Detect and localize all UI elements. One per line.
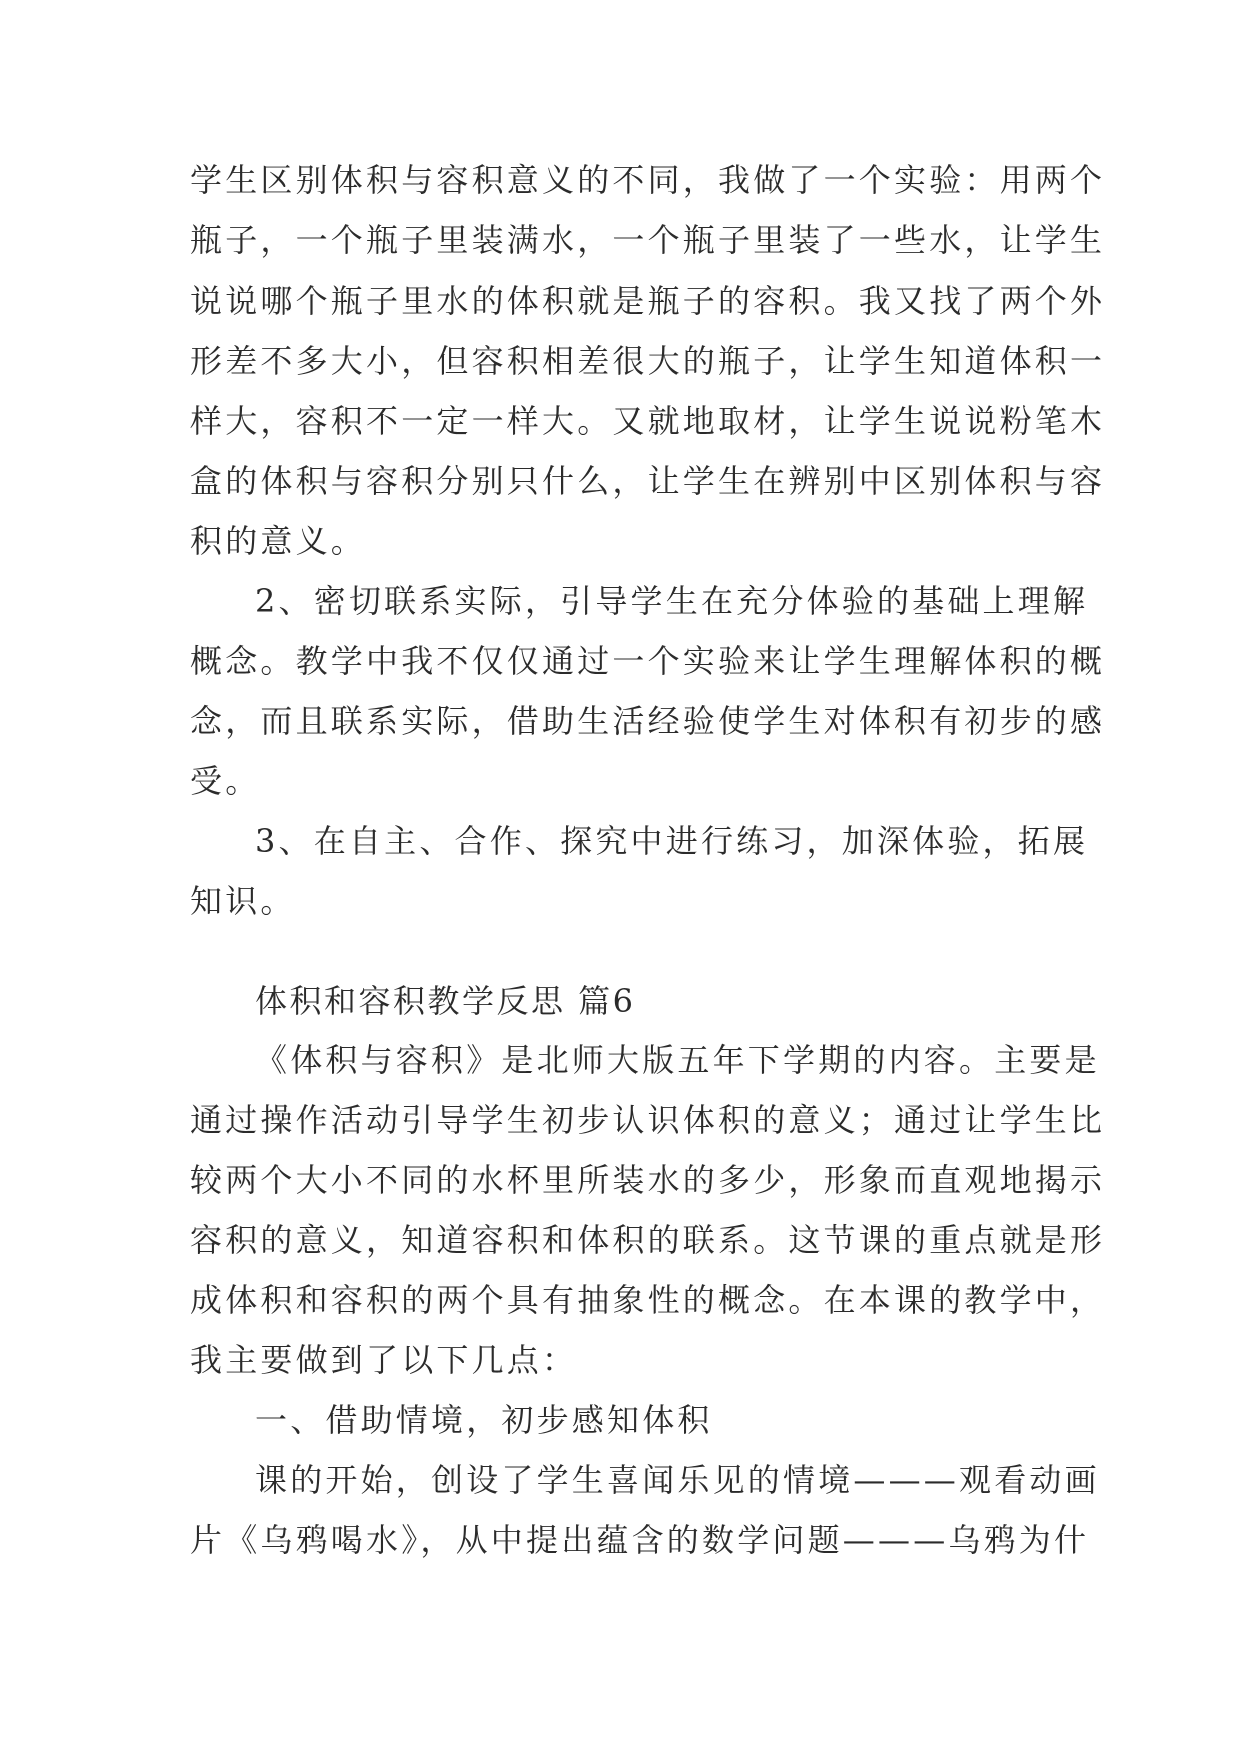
text-line: 片《乌鸦喝水》，从中提出蕴含的数学问题———乌鸦为什 [190,1521,1090,1559]
text-line: 形差不多大小，但容积相差很大的瓶子，让学生知道体积一 [190,342,1106,380]
text-line: 容积的意义，知道容积和体积的联系。这节课的重点就是形 [190,1221,1106,1259]
text-line: 概念。教学中我不仅仅通过一个实验来让学生理解体积的概 [190,642,1106,680]
section-heading: 体积和容积教学反思 篇6 [255,982,636,1020]
text-line: 念，而且联系实际，借助生活经验使学生对体积有初步的感 [190,702,1106,740]
text-line: 说说哪个瓶子里水的体积就是瓶子的容积。我又找了两个外 [190,282,1106,320]
text-line: 样大，容积不一定一样大。又就地取材，让学生说说粉笔木 [190,402,1106,440]
text-line: 成体积和容积的两个具有抽象性的概念。在本课的教学中， [190,1281,1106,1319]
text-line: 瓶子，一个瓶子里装满水，一个瓶子里装了一些水，让学生 [190,221,1106,259]
text-line: 较两个大小不同的水杯里所装水的多少，形象而直观地揭示 [190,1161,1106,1199]
text-line: 《体积与容积》是北师大版五年下学期的内容。主要是 [255,1041,1100,1079]
text-line: 积的意义。 [190,522,367,560]
text-line: 一、借助情境，初步感知体积 [255,1401,713,1439]
text-line: 我主要做到了以下几点： [190,1341,578,1379]
text-line: 盒的体积与容积分别只什么，让学生在辨别中区别体积与容 [190,462,1106,500]
text-line: 2、密切联系实际，引导学生在充分体验的基础上理解 [255,582,1089,620]
text-line: 课的开始，创设了学生喜闻乐见的情境———观看动画 [255,1461,1100,1499]
text-line: 通过操作活动引导学生初步认识体积的意义；通过让学生比 [190,1101,1106,1139]
text-line: 受。 [190,762,261,800]
text-line: 3、在自主、合作、探究中进行练习，加深体验，拓展 [255,822,1089,860]
text-line: 知识。 [190,882,296,920]
text-line: 学生区别体积与容积意义的不同，我做了一个实验：用两个 [190,161,1106,199]
